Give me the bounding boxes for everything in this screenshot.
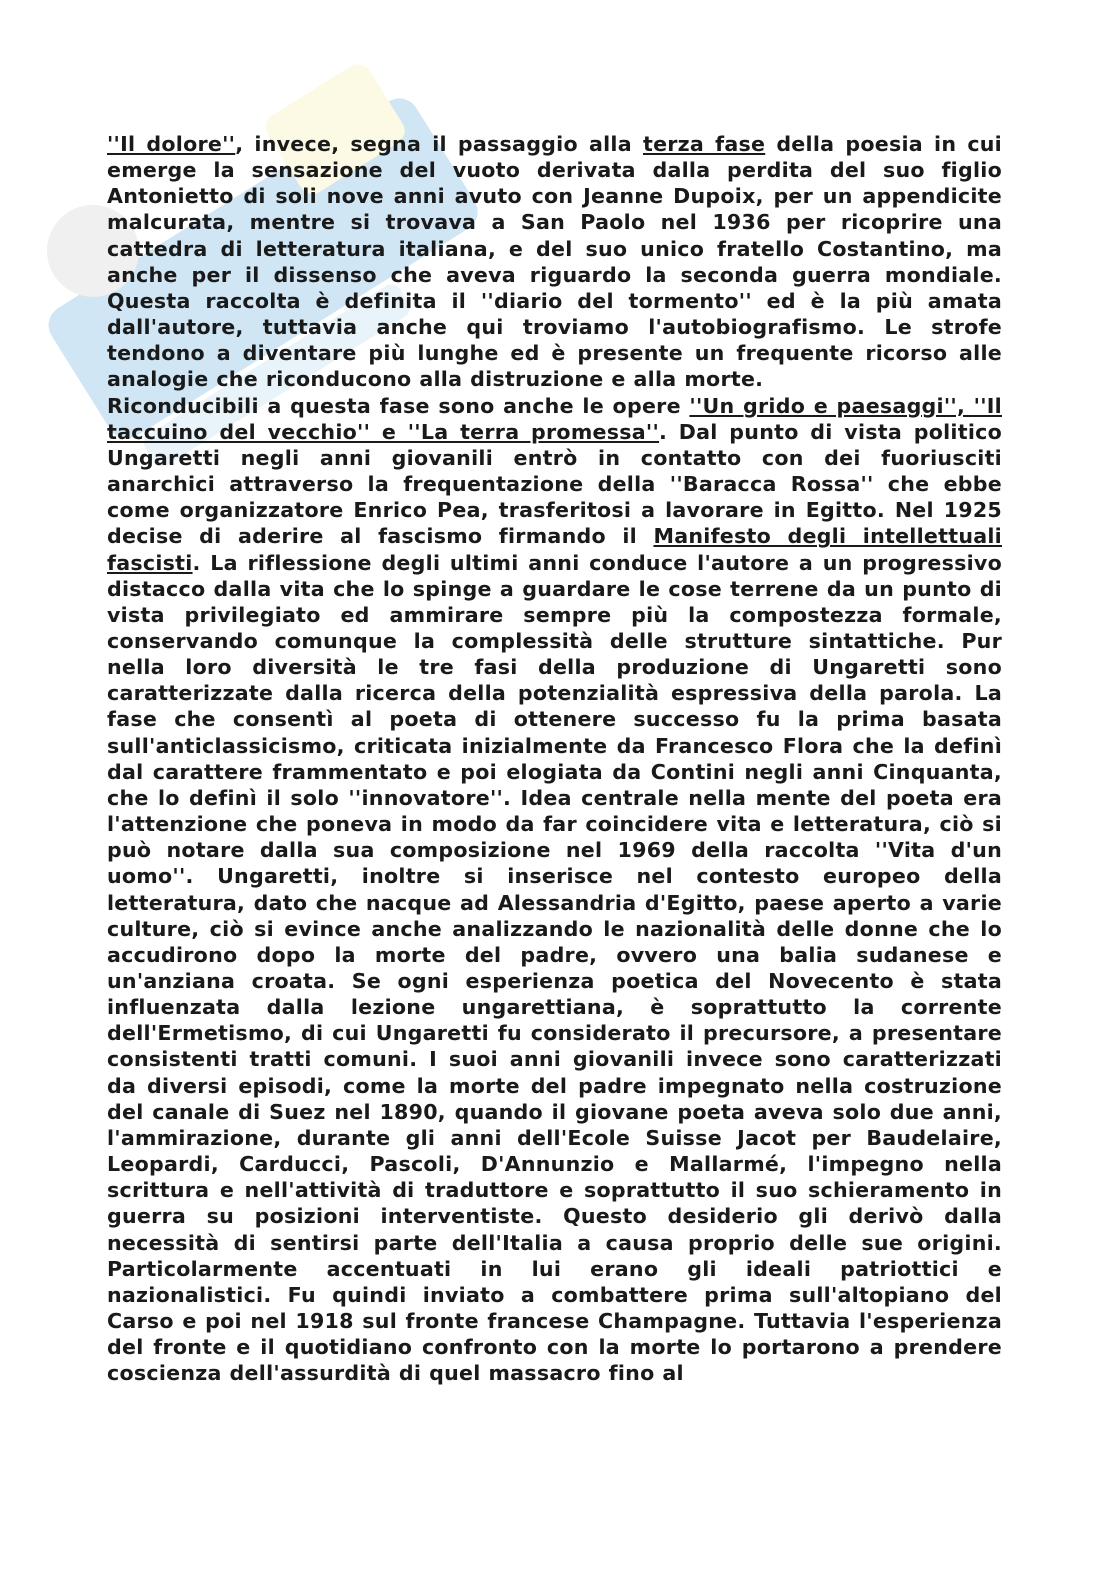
titles-opere: ''Un grido e paesaggi'', ''Il taccuino del vecchio'' e ''La terra promessa'': [107, 393, 1002, 444]
document-body: [107, 131, 1002, 1387]
text-run: . La riflessione degli ultimi anni conduce l'autore a un progressivo distacco dalla vita che lo spinge a guardare le cose terrene da un punto di vista privilegiato ed ammirare sempre più la compostezza formale, conservando comunque la complessità delle strutture sintattiche. Pur nella loro diversità le tre fasi della produzione di Ungaretti sono caratterizzate dalla ricerca della potenzialità espressiva della parola. La fase che consentì al poeta di ottenere successo fu la prima basata sull'anticlassicismo, criticata inizialmente da Francesco Flora che la definì dal carattere frammentato e poi elogiata da Contini negli anni Cinquanta, che lo definì il solo ''innovatore''. Idea centrale nella mente del poeta era l'attenzione che poneva in modo da far coincidere vita e letteratura, ciò si può notare dalla sua composizione nel 1969 della raccolta ''Vita d'un uomo''. Ungaretti, inoltre si inserisce nel contesto europeo della letteratura, dato che nacque ad Alessandria d'Egitto, paese aperto a varie culture, ciò si evince anche analizzando le nazionalità delle donne che lo accudirono dopo la morte del padre, ovvero una balia sudanese e un'anziana croata. Se ogni esperienza poetica del Novecento è stata influenzata dalla lezione ungarettiana, è soprattutto la corrente dell'Ermetismo, di cui Ungaretti fu considerato il precursore, a presentare consistenti tratti comuni. I suoi anni giovanili invece sono caratterizzati da diversi episodi, come la morte del padre impegnato nella costruzione del canale di Suez nel 1890, quando il giovane poeta aveva solo due anni, l'ammirazione, durante gli anni dell'Ecole Suisse Jacot per Baudelaire, Leopardi, Carducci, Pascoli, D'Annunzio e Mallarmé, l'impegno nella scrittura e nell'attività di traduttore e soprattutto il suo schieramento in guerra su posizioni interventiste. Questo desiderio gli derivò dalla necessità di sentirsi parte dell'Italia a causa proprio delle sue origini. Particolarmente accentuati in lui erano gli ideali patriottici e nazionalistici. Fu quindi inviato a combattere prima sull'altopiano del Carso e poi nel 1918 sul fronte francese Champagne. Tuttavia l'esperienza del fronte e il quotidiano confronto con la morte lo portarono a prendere coscienza dell'assurdità di quel massacro fino al: [107, 550, 1002, 1386]
title-il-dolore: ''Il dolore'': [107, 132, 236, 156]
paragraph-opere: [107, 393, 1002, 1387]
text-run: , invece, segna il passaggio alla: [235, 132, 643, 156]
text-run: della poesia in cui emerge la sensazione del vuoto derivata dalla perdita del suo figlio Antonietto di soli nove anni avuto con Jeanne Dupoix, per un appendicite malcurata, mentre si trovava a San Paolo nel 1936 per ricoprire una cattedra di letteratura italiana, e del suo unico fratello Costantino, ma anche per il dissenso che aveva riguardo la seconda guerra mondiale. Questa raccolta è definita il ''diario del tormento'' ed è la più amata dall'autore, tuttavia anche qui troviamo l'autobiografismo. Le strofe tendono a diventare più lunghe ed è presente un frequente ricorso alle analogie che riconducono alla distruzione e alla morte.: [107, 132, 1002, 392]
title-manifesto: Manifesto degli intellettuali fascisti: [107, 524, 1002, 575]
text-run: Riconducibili a questa fase sono anche le opere: [107, 393, 690, 418]
link-terza-fase: terza fase: [642, 132, 766, 156]
paragraph-il-dolore: [107, 131, 1002, 393]
text-run: . Dal punto di vista politico Ungaretti negli anni giovanili entrò in contatto con dei fuoriusciti anarchici attraverso la frequentazione della ''Baracca Rossa'' che ebbe come organizzatore Enrico Pea, trasferitosi a lavorare in Egitto. Nel 1925 decise di aderire al fascismo firmando il: [107, 419, 1002, 549]
